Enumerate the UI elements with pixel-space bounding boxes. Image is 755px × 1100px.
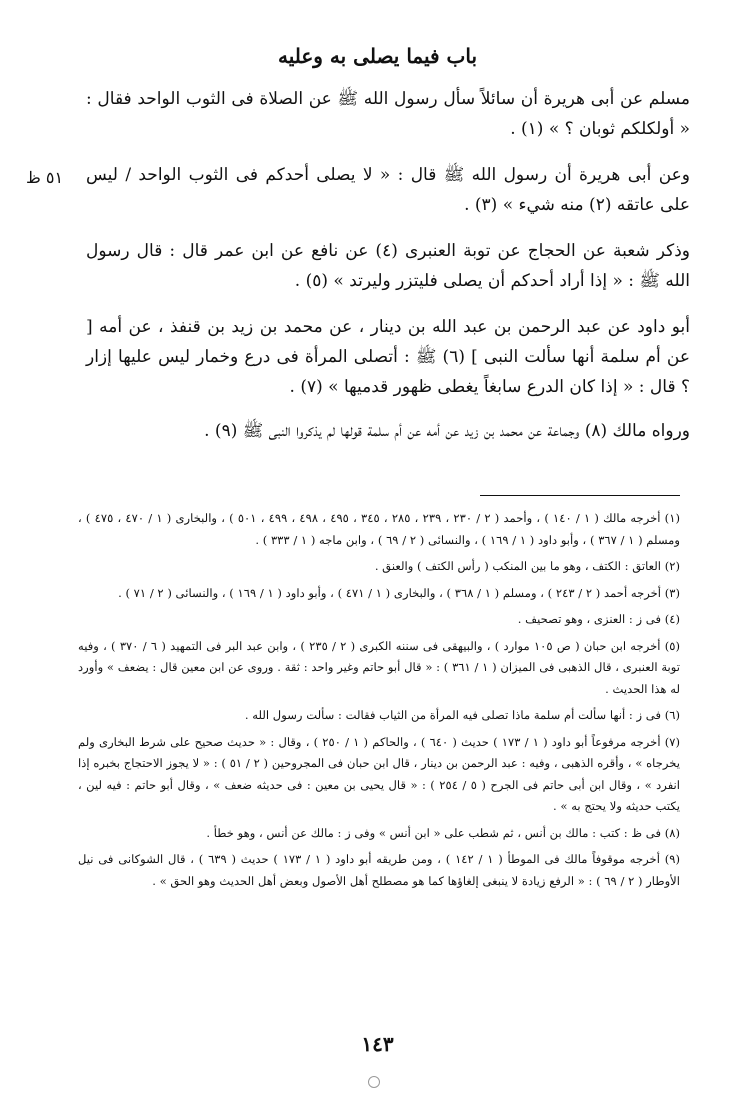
hadith-paragraph: ورواه مالك (٨) وجماعة عن محمد بن زيد عن أمه عن أم سلمة قولها لم يذكروا النبى ﷺ (٩) . (204, 421, 690, 441)
footnote: (٦) فى ز : أنها سألت أم سلمة ماذا تصلى فيه المرأة من الثياب فقالت : سألت رسول الله . (244, 708, 680, 722)
footnote: (٥) أخرجه ابن حبان ( ص ١٠٥ موارد ) ، والبيهقى فى سننه الكبرى ( ٢ / ٢٣٥ ) ، وابن عبد البر فى التمهيد ( ٦ / ٣٧٠ ) ، وفيه توبة العنبرى ، قال الذهبى فى الميزان ( ١ / ٣٦١ ) : « قال أبو حاتم وغير واحد : ثقة . وروى عن ابن معين قال : يضعف » وأورد له هذا الحديث . (78, 638, 680, 696)
footnote: (٧) أخرجه مرفوعاً أبو داود ( ١ / ١٧٣ ) حديث ( ٦٤٠ ) ، والحاكم ( ١ / ٢٥٠ ) ، وقال : « حديث صحيح على شرط البخارى ولم يخرجاه » ، وأقره الذهبى ، وفيه : عبد الرحمن بن دينار ، قال ابن حبان فى المجروحين ( ٢ / ٥١ ) : « لا يجوز الاحتجاج بخبره إذا انفرد » ، وقال ابن أبى حاتم فى الجرح ( ٥ / ٢٥٤ ) : « قال يحيى بن معين : فى حديثه ضعف » ، وقال أبو حاتم : فيه لين ، يكتب حديثه ولا يحتج به » . (78, 734, 681, 813)
scan-mark-icon (368, 1076, 380, 1088)
footnote-divider (480, 495, 680, 496)
chapter-title: باب فيما يصلى به وعليه (277, 44, 478, 68)
hadith-paragraph: وعن أبى هريرة أن رسول الله ﷺ قال : « لا يصلى أحدكم فى الثوب الواحد / ليس على عاتقه (٢) منه شيء » (٣) . (86, 165, 690, 215)
main-text (86, 84, 690, 462)
manuscript-folio-note: ٥١ ظ (26, 168, 64, 187)
footnote: (١) أخرجه مالك ( ١ / ١٤٠ ) ، وأحمد ( ٢ / ٢٣٠ ، ٢٣٩ ، ٢٨٥ ، ٣٤٥ ، ٤٩٥ ، ٤٩٨ ، ٤٩٩ ، ٥٠١ ) ، والبخارى ( ١ / ٤٧٠ ، ٤٧٥ ) ، ومسلم ( ١ / ٣٦٧ ) ، وأبو داود ( ١ / ١٦٩ ) ، والنسائى ( ٢ / ٦٩ ) ، وابن ماجه ( ١ / ٣٣٣ ) . (78, 511, 680, 547)
footnote: (٤) فى ز : العنزى ، وهو تصحيف . (517, 612, 680, 626)
hadith-paragraph: مسلم عن أبى هريرة أن سائلاً سأل رسول الله ﷺ عن الصلاة فى الثوب الواحد فقال : « أولكلكم ثوبان ؟ » (١) . (86, 89, 690, 139)
hadith-paragraph: أبو داود عن عبد الرحمن بن عبد الله بن دينار ، عن محمد بن زيد بن قنفذ ، عن أمه [ عن أم سلمة أنها سألت النبى ] (٦) ﷺ : أتصلى المرأة فى درع وخمار ليس عليها إزار ؟ قال : « إذا كان الدرع سابغاً يغطى ظهور قدميها » (٧) . (86, 317, 691, 397)
footnotes (78, 508, 680, 897)
footnote: (٢) العاتق : الكتف ، وهو ما بين المنكب ( رأس الكتف ) والعنق . (374, 559, 680, 573)
hadith-paragraph: وذكر شعبة عن الحجاج عن توبة العنبرى (٤) عن نافع عن ابن عمر قال : قال رسول الله ﷺ : « إذا أراد أحدكم أن يصلى فليتزر وليرتد » (٥) . (86, 241, 691, 291)
footnote: (٩) أخرجه موقوفاً مالك فى الموطأ ( ١ / ١٤٢ ) ، ومن طريقه أبو داود ( ١ / ١٧٣ ) حديث ( ٦٣٩ ) ، قال الشوكانى فى نيل الأوطار ( ٢ / ٦٩ ) : « الرفع زيادة لا ينبغى إلغاؤها كما هو مصطلح أهل الأصول وبعض أهل الحديث وهو الحق » . (78, 852, 680, 888)
footnote: (٨) فى ظ : كتب : مالك بن أنس ، ثم شطب على « ابن أنس » وفى ز : مالك عن أنس ، وهو خطأ . (206, 825, 680, 840)
footnote: (٣) أخرجه أحمد ( ٢ / ٢٤٣ ) ، ومسلم ( ١ / ٣٦٨ ) ، والبخارى ( ١ / ٤٧١ ) ، وأبو داود ( ١ / ١٦٩ ) ، والنسائى ( ٢ / ٧١ ) . (118, 585, 680, 600)
page-number: ١٤٣ (361, 1032, 394, 1056)
